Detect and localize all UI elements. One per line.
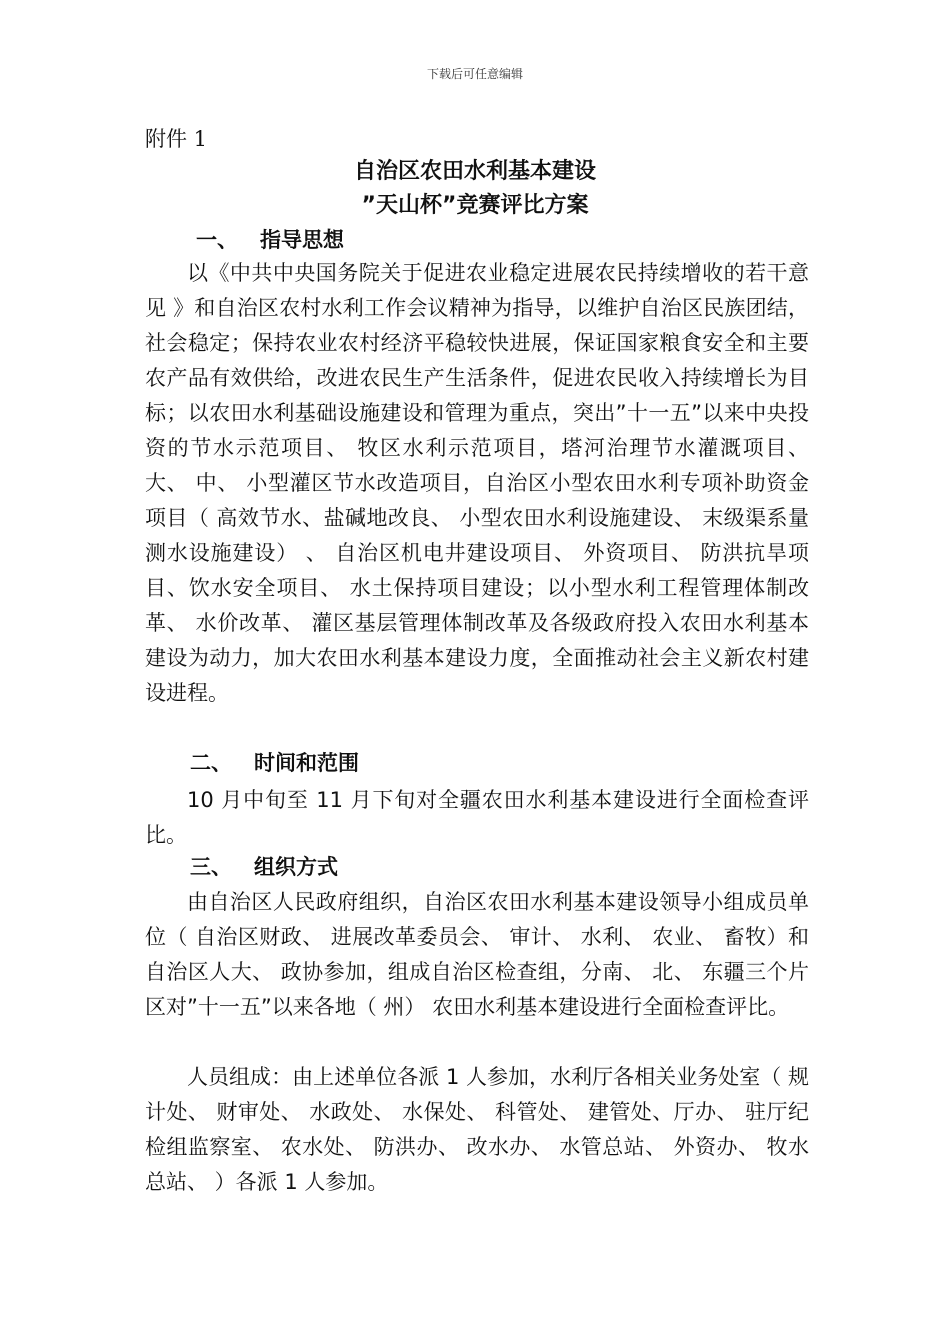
paragraph-organization: 由自治区人民政府组织，自治区农田水利基本建设领导小组成员单位（ 自治区财政、 进展改革委员会、 审计、 水利、 农业、 畜牧）和自治区人大、 政协参加，组成自治区检查组，分南、 北、 东疆三个片区对”十一五”以来各地（ 州） 农田水利基本建设进行全面检查评比。 xyxy=(145,890,809,1019)
section-heading-guiding-ideology xyxy=(196,225,344,255)
section-heading-time-scope xyxy=(190,748,359,778)
paragraph-time-scope: 10 月中旬至 11 月下旬对全疆农田水利基本建设进行全面检查评比。 xyxy=(145,788,809,847)
section-title: 时间和范围 xyxy=(254,751,359,775)
section-number: 三、 xyxy=(190,855,232,879)
section-number: 一、 xyxy=(196,228,238,252)
section-title: 组织方式 xyxy=(254,855,338,879)
section-number: 二、 xyxy=(190,751,232,775)
paragraph-personnel: 人员组成：由上述单位各派 1 人参加，水利厅各相关业务处室（ 规计处、 财审处、 水政处、 水保处、 科管处、 建管处、厅办、 驻厅纪检组监察室、 农水处、 防洪办、 改水办、 水管总站、 外资办、 牧水总站、 ）各派 1 人参加。 xyxy=(145,1065,809,1194)
attachment-label: 附件 1 xyxy=(145,127,208,151)
document-title-line-2: ”天山杯”竞赛评比方案 xyxy=(361,193,589,218)
section-heading-organization xyxy=(190,852,338,882)
document-title-line-1: 自治区农田水利基本建设 xyxy=(353,159,596,184)
header-watermark: 下载后可任意编辑 xyxy=(426,67,523,81)
section-title: 指导思想 xyxy=(260,228,344,252)
paragraph-guiding-ideology: 以《中共中央国务院关于促进农业稳定进展农民持续增收的若干意见 》和自治区农村水利工作会议精神为指导，以维护自治区民族团结，社会稳定；保持农业农村经济平稳较快进展，保证国家粮食安全和主要农产品有效供给，改进农民生产生活条件，促进农民收入持续增长为目标；以农田水利基础设施建设和管理为重点，突出”十一五”以来中央投资的节水示范项目、 牧区水利示范项目，塔河治理节水灌溉项目、 大、 中、 小型灌区节水改造项目，自治区小型农田水利专项补助资金项目（ 高效节水、盐碱地改良、 小型农田水利设施建设、 末级渠系量测水设施建设） 、 自治区机电井建设项目、 外资项目、 防洪抗旱项目、饮水安全项目、 水土保持项目建设；以小型水利工程管理体制改革、 水价改革、 灌区基层管理体制改革及各级政府投入农田水利基本建设为动力，加大农田水利基本建设力度，全面推动社会主义新农村建设进程。 xyxy=(145,261,809,705)
